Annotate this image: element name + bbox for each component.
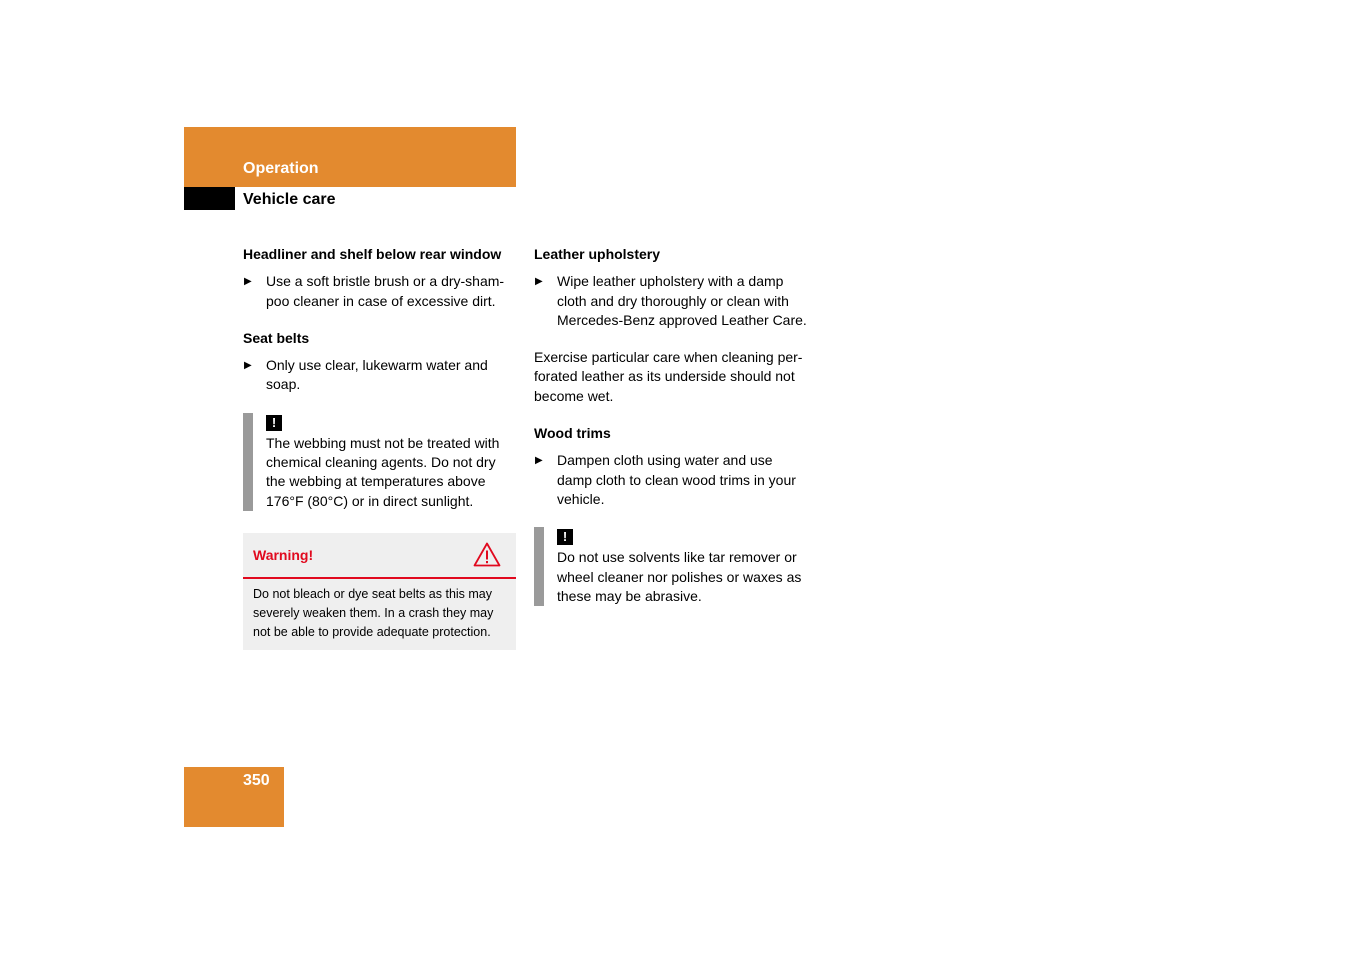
- notice-bar: [243, 413, 253, 511]
- notice-bar: [534, 527, 544, 606]
- subsection-title: Vehicle care: [243, 191, 336, 208]
- leather-heading: Leather upholstery: [534, 246, 661, 262]
- bullet-arrow-icon: ▶: [244, 360, 252, 372]
- headliner-heading: Headliner and shelf below rear window: [243, 246, 502, 262]
- wood-heading: Wood trims: [534, 425, 611, 442]
- headliner-bullet: [243, 272, 516, 311]
- header-band: [184, 127, 516, 187]
- bullet-arrow-icon: ▶: [535, 276, 543, 288]
- seatbelts-notice-text: The webbing must not be treated with chemical cleaning agents. Do not dry the webbing at temperatures above 176°F (80°C) or in direct sunlight.: [266, 434, 500, 509]
- warning-header: [243, 533, 516, 579]
- wood-notice-text: Do not use solvents like tar remover or wheel cleaner nor polishes or waxes as these may be abrasive.: [557, 549, 802, 604]
- seatbelts-bullet-text: Only use clear, lukewarm water and soap.: [266, 357, 488, 393]
- leather-bullet: [534, 272, 810, 330]
- wood-bullet: [534, 451, 810, 509]
- seatbelts-bullet: [243, 356, 516, 395]
- exclamation-icon: !: [557, 529, 573, 545]
- warning-box: [243, 533, 516, 650]
- wood-notice: [534, 527, 810, 606]
- left-column: [243, 245, 516, 650]
- seatbelts-heading: Seat belts: [243, 329, 310, 346]
- headliner-bullet-text: Use a soft bristle brush or a dry-sham-poo cleaner in case of excessive dirt.: [266, 273, 505, 309]
- bullet-arrow-icon: ▶: [535, 455, 543, 467]
- warning-text: Do not bleach or dye seat belts as this may severely weaken them. In a crash they may not be able to provide adequate protection.: [253, 586, 494, 639]
- exclamation-icon: !: [266, 415, 282, 431]
- bullet-arrow-icon: ▶: [244, 276, 252, 288]
- warning-triangle-icon: [473, 542, 501, 567]
- wood-bullet-text: Dampen cloth using water and use damp cloth to clean wood trims in your vehicle.: [557, 452, 796, 507]
- page-number: 350: [243, 772, 270, 789]
- section-marker: [184, 187, 235, 210]
- seatbelts-notice: [243, 413, 516, 511]
- right-column: [534, 245, 810, 628]
- leather-bullet-text: Wipe leather upholstery with a damp cloth and dry thoroughly or clean with Mercedes-Benz approved Leather Care.: [557, 273, 807, 328]
- leather-paragraph: Exercise particular care when cleaning per-forated leather as its underside should not become wet.: [534, 349, 803, 404]
- warning-label: Warning!: [253, 546, 314, 563]
- section-title: Operation: [243, 160, 319, 177]
